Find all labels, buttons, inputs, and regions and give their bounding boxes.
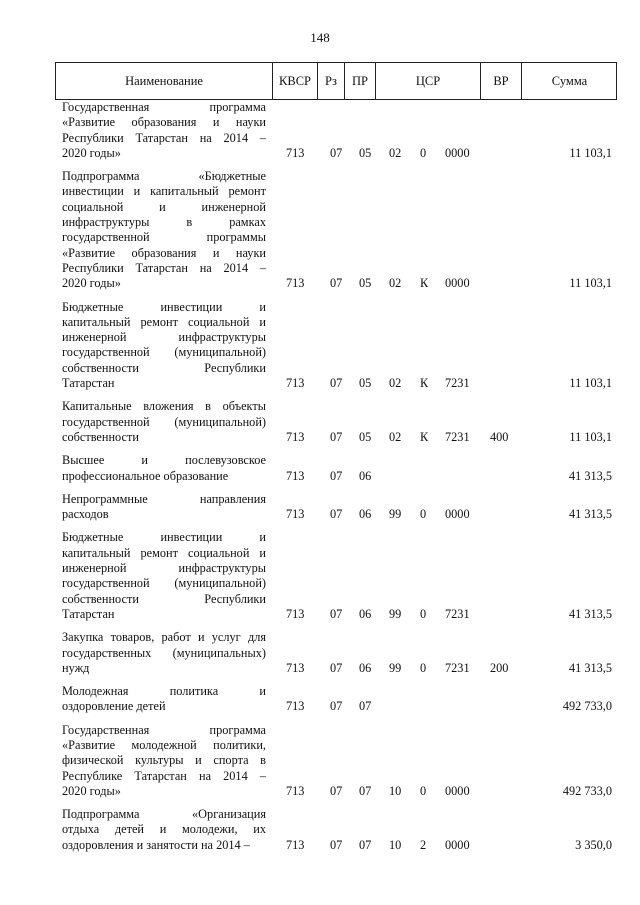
row-name-line: Непрограммные направления bbox=[62, 491, 266, 506]
row-name-line: капитальный ремонт социальной и bbox=[62, 545, 266, 560]
row-name bbox=[62, 723, 266, 799]
row-sum: 41 313,5 bbox=[568, 660, 612, 675]
row-name-line: расходов bbox=[62, 507, 109, 522]
header-kvsr: КВСР bbox=[279, 74, 311, 88]
row-rz: 07 bbox=[330, 837, 343, 852]
row-name bbox=[62, 630, 266, 676]
row-name bbox=[62, 300, 266, 392]
row-name bbox=[62, 100, 266, 161]
row-name bbox=[62, 530, 266, 622]
row-name-line: оздоровления и занятости на 2014 – bbox=[62, 837, 250, 852]
table-row bbox=[0, 684, 640, 715]
row-name-line: Татарстан bbox=[62, 606, 115, 621]
page-number: 148 bbox=[310, 30, 330, 45]
row-kvsr: 713 bbox=[286, 376, 305, 391]
row-name bbox=[62, 453, 266, 484]
row-rz: 07 bbox=[330, 376, 343, 391]
table-row bbox=[0, 723, 640, 799]
row-pr: 07 bbox=[359, 837, 372, 852]
row-csr1: 02 bbox=[389, 376, 402, 391]
row-pr: 06 bbox=[359, 507, 372, 522]
row-csr1: 02 bbox=[389, 145, 402, 160]
row-csr3: 7231 bbox=[445, 376, 470, 391]
row-csr2: 0 bbox=[420, 145, 427, 160]
row-kvsr: 713 bbox=[286, 507, 305, 522]
row-kvsr: 713 bbox=[286, 429, 305, 444]
row-kvsr: 713 bbox=[286, 606, 305, 621]
row-csr2: 0 bbox=[420, 606, 427, 621]
row-csr3: 0000 bbox=[445, 507, 470, 522]
row-kvsr: 713 bbox=[286, 783, 305, 798]
row-name-line: Закупка товаров, работ и услуг для bbox=[62, 630, 266, 645]
row-name-line: Капитальные вложения в объекты bbox=[62, 399, 266, 414]
table-row bbox=[0, 492, 640, 523]
row-kvsr: 713 bbox=[286, 468, 305, 483]
row-name-line: 2020 годы» bbox=[62, 783, 121, 798]
row-csr1: 02 bbox=[389, 276, 402, 291]
row-name-line: Татарстан bbox=[62, 376, 115, 391]
row-name bbox=[62, 684, 266, 715]
row-pr: 06 bbox=[359, 606, 372, 621]
row-kvsr: 713 bbox=[286, 837, 305, 852]
row-csr3: 0000 bbox=[445, 837, 470, 852]
row-pr: 06 bbox=[359, 660, 372, 675]
row-csr3: 7231 bbox=[445, 606, 470, 621]
header-csr: ЦСР bbox=[415, 74, 441, 88]
row-pr: 05 bbox=[359, 429, 372, 444]
row-csr1: 99 bbox=[389, 660, 402, 675]
row-name-line: Государственная программа bbox=[62, 100, 266, 114]
header-vr: ВР bbox=[493, 74, 509, 88]
row-vr: 200 bbox=[490, 660, 509, 675]
row-csr2: 0 bbox=[420, 783, 427, 798]
table-row bbox=[0, 530, 640, 622]
row-rz: 07 bbox=[330, 276, 343, 291]
row-sum: 11 103,1 bbox=[569, 276, 612, 291]
row-name-line: государственной программы bbox=[62, 230, 266, 245]
row-name-line: Республики Татарстан на 2014 – bbox=[62, 130, 266, 145]
row-rz: 07 bbox=[330, 468, 343, 483]
row-kvsr: 713 bbox=[286, 699, 305, 714]
row-name-line: собственности Республики bbox=[62, 591, 266, 606]
row-sum: 41 313,5 bbox=[568, 507, 612, 522]
row-csr1: 02 bbox=[389, 429, 402, 444]
row-vr: 400 bbox=[490, 429, 509, 444]
row-csr2: 0 bbox=[420, 507, 427, 522]
row-name-line: нужд bbox=[62, 660, 90, 675]
row-sum: 41 313,5 bbox=[568, 468, 612, 483]
row-csr1: 99 bbox=[389, 606, 402, 621]
table-row bbox=[0, 100, 640, 161]
row-name-line: физической культуры и спорта в bbox=[62, 753, 266, 768]
row-csr2: К bbox=[420, 276, 429, 291]
row-sum: 3 350,0 bbox=[575, 837, 612, 852]
row-name-line: оздоровление детей bbox=[62, 699, 166, 714]
table-row bbox=[0, 630, 640, 676]
table-row bbox=[0, 300, 640, 392]
row-name-line: Республики Татарстан на 2014 – bbox=[62, 260, 266, 275]
row-name-line: государственных (муниципальных) bbox=[62, 645, 266, 660]
row-name bbox=[62, 807, 266, 853]
row-name-line: собственности Республики bbox=[62, 360, 266, 375]
row-name-line: Бюджетные инвестиции и bbox=[62, 530, 266, 545]
table-body bbox=[0, 100, 640, 861]
row-name-line: Высшее и послевузовское bbox=[62, 453, 266, 468]
row-pr: 07 bbox=[359, 783, 372, 798]
header-rz: Рз bbox=[325, 74, 337, 88]
row-rz: 07 bbox=[330, 145, 343, 160]
row-csr3: 0000 bbox=[445, 145, 470, 160]
row-name-line: инженерной инфраструктуры bbox=[62, 561, 266, 576]
row-kvsr: 713 bbox=[286, 276, 305, 291]
row-csr1: 10 bbox=[389, 837, 402, 852]
row-name-line: собственности bbox=[62, 429, 139, 444]
row-csr3: 0000 bbox=[445, 783, 470, 798]
row-csr2: К bbox=[420, 429, 429, 444]
row-name bbox=[62, 169, 266, 291]
row-name-line: Государственная программа bbox=[62, 722, 266, 737]
row-name-line: 2020 годы» bbox=[62, 276, 121, 291]
row-rz: 07 bbox=[330, 783, 343, 798]
row-name-line: «Развитие молодежной политики, bbox=[62, 737, 266, 752]
row-sum: 492 733,0 bbox=[562, 699, 612, 714]
row-pr: 06 bbox=[359, 468, 372, 483]
row-name-line: Подпрограмма «Организация bbox=[62, 807, 266, 822]
table-header bbox=[55, 62, 617, 100]
row-name-line: 2020 годы» bbox=[62, 145, 121, 160]
row-name-line: инфраструктуры в рамках bbox=[62, 215, 266, 230]
row-kvsr: 713 bbox=[286, 145, 305, 160]
row-name bbox=[62, 399, 266, 445]
table-row bbox=[0, 807, 640, 853]
row-name-line: профессиональное образование bbox=[62, 468, 229, 483]
table-row bbox=[0, 169, 640, 291]
row-name-line: государственной (муниципальной) bbox=[62, 576, 266, 591]
row-name-line: отдыха детей и молодежи, их bbox=[62, 822, 266, 837]
row-csr1: 10 bbox=[389, 783, 402, 798]
row-name-line: капитальный ремонт социальной и bbox=[62, 314, 266, 329]
row-rz: 07 bbox=[330, 507, 343, 522]
row-kvsr: 713 bbox=[286, 660, 305, 675]
row-name-line: «Развитие образования и науки bbox=[62, 245, 266, 260]
row-name-line: инвестиции и капитальный ремонт bbox=[62, 184, 266, 199]
row-csr2: 2 bbox=[420, 837, 427, 852]
row-pr: 05 bbox=[359, 145, 372, 160]
row-csr3: 0000 bbox=[445, 276, 470, 291]
row-sum: 41 313,5 bbox=[568, 606, 612, 621]
row-rz: 07 bbox=[330, 606, 343, 621]
row-sum: 11 103,1 bbox=[569, 376, 612, 391]
row-csr3: 7231 bbox=[445, 429, 470, 444]
row-sum: 11 103,1 bbox=[569, 145, 612, 160]
row-name-line: государственной (муниципальной) bbox=[62, 345, 266, 360]
row-name-line: Молодежная политика и bbox=[62, 684, 266, 699]
row-name-line: социальной и инженерной bbox=[62, 199, 266, 214]
row-name-line: государственной (муниципальной) bbox=[62, 414, 266, 429]
row-name-line: Республике Татарстан на 2014 – bbox=[62, 768, 266, 783]
header-pr: ПР bbox=[352, 74, 368, 88]
row-pr: 07 bbox=[359, 699, 372, 714]
row-csr2: К bbox=[420, 376, 429, 391]
header-name: Наименование bbox=[125, 74, 203, 88]
row-csr2: 0 bbox=[420, 660, 427, 675]
table-row bbox=[0, 453, 640, 484]
row-name-line: Бюджетные инвестиции и bbox=[62, 299, 266, 314]
row-pr: 05 bbox=[359, 276, 372, 291]
row-csr1: 99 bbox=[389, 507, 402, 522]
row-rz: 07 bbox=[330, 699, 343, 714]
row-name bbox=[62, 492, 266, 523]
row-csr3: 7231 bbox=[445, 660, 470, 675]
row-pr: 05 bbox=[359, 376, 372, 391]
row-sum: 11 103,1 bbox=[569, 429, 612, 444]
row-sum: 492 733,0 bbox=[562, 783, 612, 798]
table-row bbox=[0, 399, 640, 445]
row-name-line: «Развитие образования и науки bbox=[62, 115, 266, 130]
row-name-line: инженерной инфраструктуры bbox=[62, 330, 266, 345]
row-name-line: Подпрограмма «Бюджетные bbox=[62, 169, 266, 184]
row-rz: 07 bbox=[330, 429, 343, 444]
header-sum: Сумма bbox=[551, 74, 588, 88]
row-rz: 07 bbox=[330, 660, 343, 675]
